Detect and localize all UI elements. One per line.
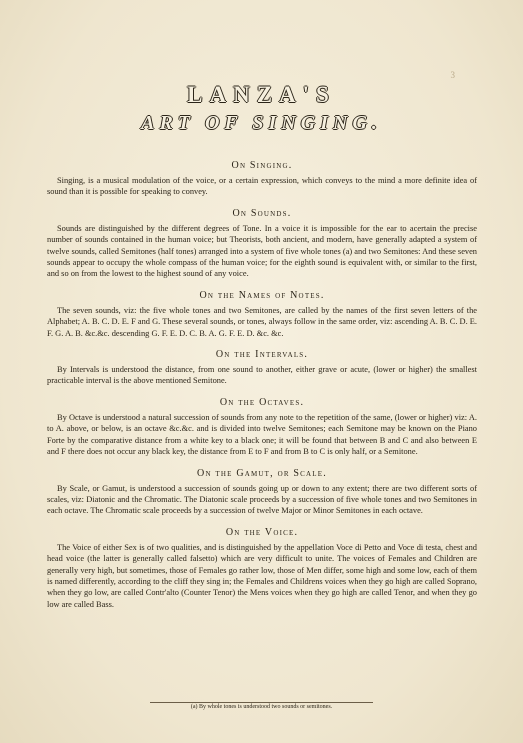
page-number: 3 bbox=[450, 70, 455, 80]
section-singing bbox=[47, 160, 477, 198]
section-heading: On the Names of Notes. bbox=[199, 289, 325, 301]
page-subtitle: ART OF SINGING. bbox=[141, 112, 382, 134]
section-paragraph: By Scale, or Gamut, is understood a succession of sounds going up or down to any extent; there are two different sorts of scales, viz: Diatonic and the Chromatic. The Diatonic scale proceeds by a succession of five whole tones and two Semitones in each octave. The Chromatic scale proceeds by a succession of twelve Major or Minor Semitones in each octave. bbox=[47, 483, 477, 516]
section-paragraph: Singing, is a musical modulation of the voice, or a certain expression, which conveys to the mind a more definite idea of sound than it is possible for speaking to convey. bbox=[47, 176, 477, 197]
section-names-of-notes bbox=[47, 290, 477, 339]
section-octaves bbox=[47, 397, 477, 458]
section-heading: On the Voice. bbox=[225, 526, 299, 538]
section-heading: On Singing. bbox=[231, 160, 293, 171]
section-paragraph: The Voice of either Sex is of two qualities, and is distinguished by the appellation Voce di Petto and Voce di testa, chest and head voice (the latter is generally called falsetto) which are very difficult to unite. The voices of Females and Children are generally very high, but sometimes, those of Females go rather low, those of Men differ, some high and some low, each of them is named differently, according to the cliff they sing in; the Females and Childrens voices when they go high are called Soprano, when they go low, are called Contr'alto (Counter Tenor) the Mens voices when they go high are called Tenor, and when they go low are called Bass. bbox=[47, 542, 477, 609]
section-paragraph: By Intervals is understood the distance, from one sound to another, either grave or acute, (lower or higher) the smallest practicable interval is the above mentioned Semitone. bbox=[47, 365, 477, 386]
section-voice bbox=[47, 527, 477, 610]
page-title: LANZA'S bbox=[187, 82, 336, 107]
section-heading: On the Gamut, or Scale. bbox=[197, 467, 327, 479]
section-paragraph: Sounds are distinguished by the different degrees of Tone. In a voice it is impossible for the ear to acertain the precise number of sounds contained in the human voice; but Theorists, both ancient, and modern, have generally adapted a system of twelve sounds, called Semitones (half tones) arranged into a system of five whole tones (a) and two Semitones: And these seven sounds appear to occupy the whole compass of the human voice; for the eighth sound is equivalent with, or similar to the first, and so on from the lowest to the highest sound of any voice. bbox=[47, 223, 477, 279]
section-heading: On the Intervals. bbox=[215, 349, 309, 361]
section-heading: On Sounds. bbox=[232, 207, 292, 219]
section-gamut bbox=[47, 468, 477, 517]
section-paragraph: By Octave is understood a natural succession of sounds from any note to the repetition of the same, (lower or higher) viz: A. to A. above, or below, is an octave &c.&c. and is divided into twelve Semitones; each Semitone may be known on the Piano Forte by the comparative distance from a white key to a black one; it will be found that between B and C and also between E and F there does not occur any black key, the distance from E to F and from B to C is only half, or a Semitone. bbox=[47, 412, 477, 457]
text-body bbox=[47, 160, 477, 620]
section-heading: On the Octaves. bbox=[219, 396, 305, 408]
footnote: (a) By whole tones is understood two sounds or semitones. bbox=[190, 704, 333, 710]
section-paragraph: The seven sounds, viz: the five whole tones and two Semitones, are called by the names of the first seven letters of the Alphabet; A. B. C. D. E. F and G. These several sounds, or tones, always follow in the same order, viz: ascending A. B. C. D. E. F. G. A. B. &c.&c. descending G. F. E. D. C. B. A. G. F. E. D. &c. &c. bbox=[47, 305, 477, 338]
section-intervals bbox=[47, 349, 477, 387]
footnote-divider bbox=[150, 702, 373, 703]
section-sounds bbox=[47, 208, 477, 280]
